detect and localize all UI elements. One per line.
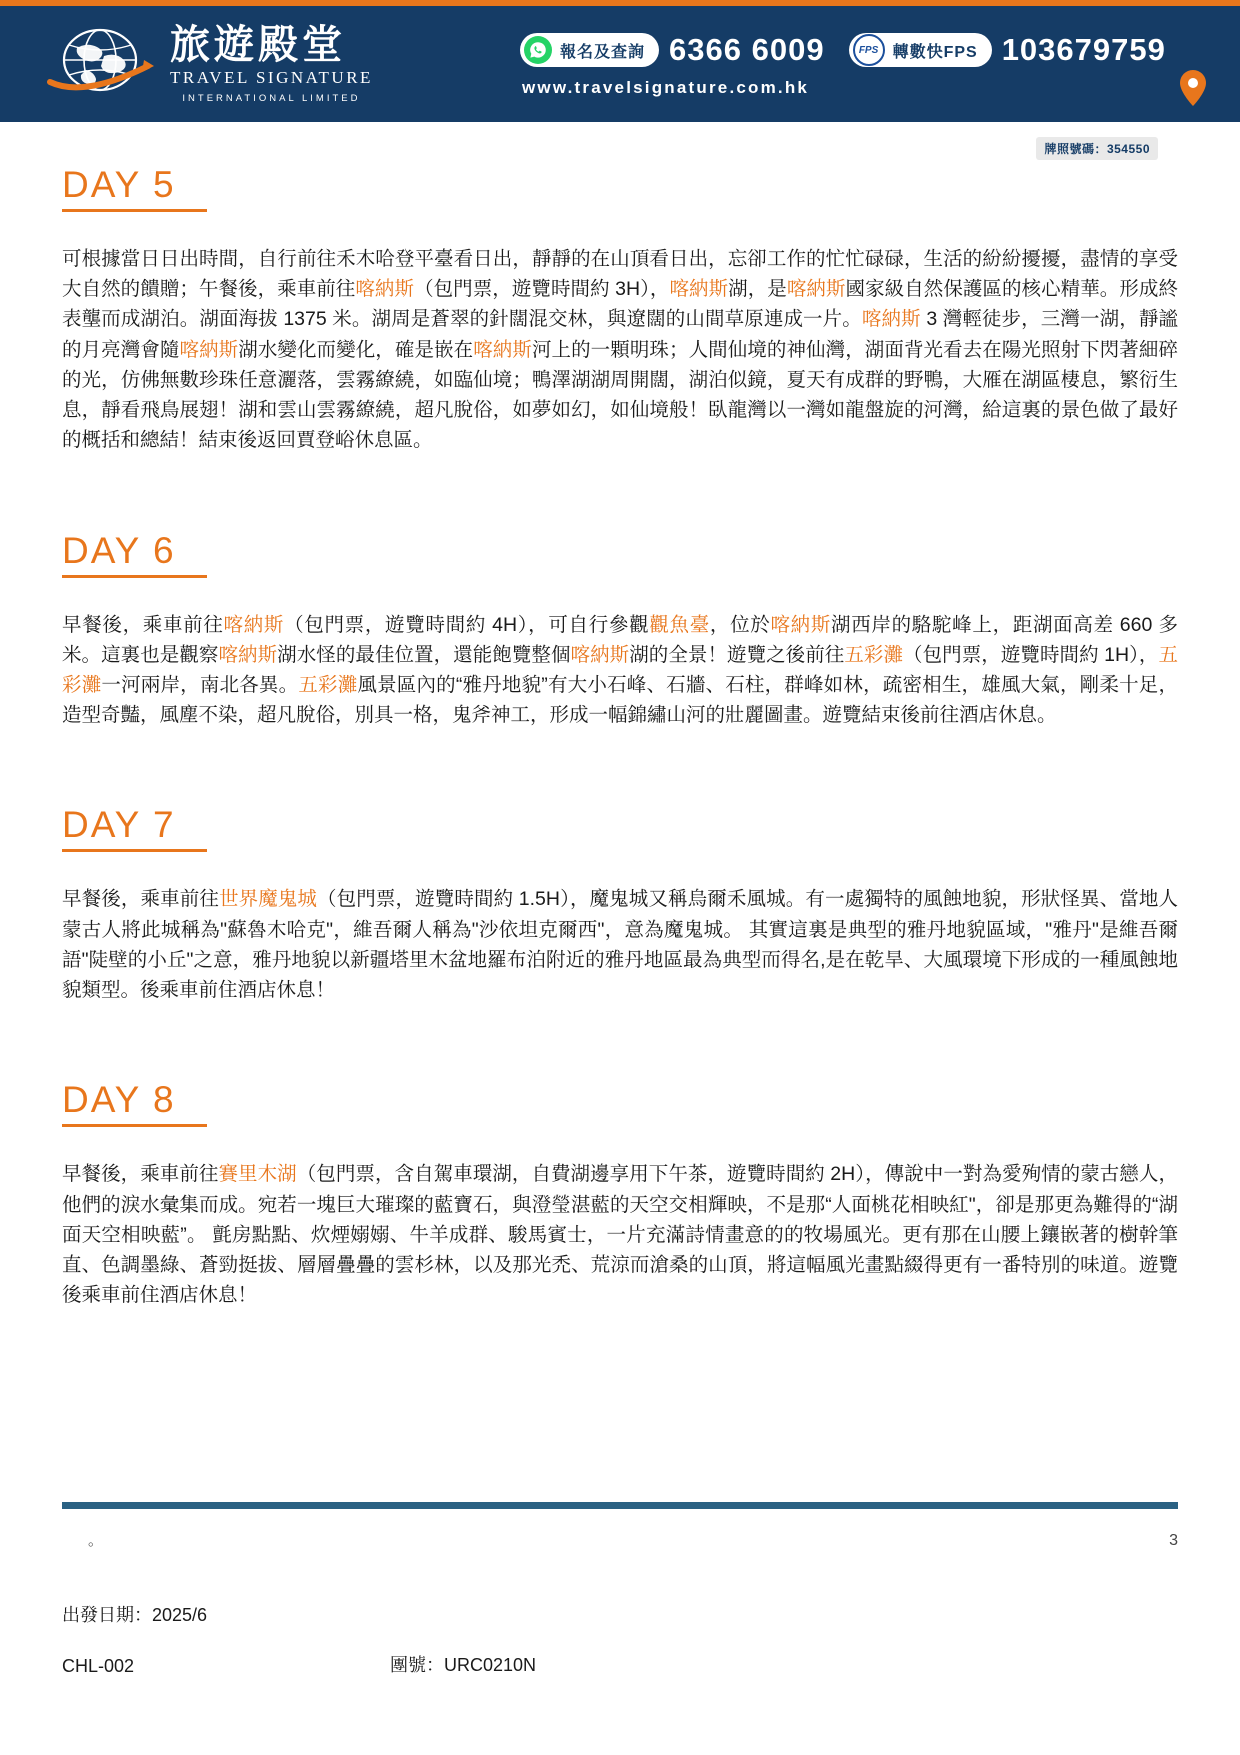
whatsapp-icon	[524, 36, 552, 64]
document-code: CHL-002	[62, 1656, 135, 1676]
day-block-5	[62, 164, 1178, 456]
day-paragraph-6: 早餐後，乘車前往喀納斯（包門票，遊覽時間約 4H），可自行參觀觀魚臺，位於喀納斯湖西岸的駱駝峰上，距湖面高差 660 多米。這裏也是觀察喀納斯湖水怪的最佳位置，還能飽覽整個喀納斯湖的全景！遊覽之後前往五彩灘（包門票，遊覽時間約 1H），五彩灘一河兩岸，南北各異。五彩灘風景區內的“雅丹地貌”有大小石峰、石牆、石柱，群峰如林，疏密相生，雄風大氣，剛柔十足，造型奇豔，風塵不染，超凡脫俗，別具一格，鬼斧神工，形成一幅錦繡山河的壯麗圖畫。遊覽結束後前往酒店休息。	[62, 613, 1178, 727]
day-title-underline	[62, 209, 207, 212]
header-contact-area	[520, 32, 1240, 156]
highlight-term: 五彩灘	[62, 643, 1178, 696]
highlight-term: 喀納斯	[570, 643, 630, 666]
brand-subtitle-en: INTERNATIONAL LIMITED	[182, 93, 361, 104]
licence-number: 牌照號碼：354550	[1036, 137, 1158, 160]
day-title-underline	[62, 1124, 207, 1127]
footer-dot: 。	[88, 1532, 104, 1549]
website-url[interactable]: www.travelsignature.com.hk	[522, 78, 810, 97]
fps-label: 轉數快FPS	[892, 43, 978, 61]
fps-pill[interactable]	[849, 33, 992, 67]
highlight-term: 喀納斯	[223, 613, 285, 636]
highlight-term: 喀納斯	[861, 308, 921, 331]
page-number: 3	[1169, 1532, 1178, 1549]
company-logo	[0, 24, 373, 104]
tour-number: 團號：URC0210N	[390, 1655, 537, 1675]
fps-number: 103679759	[1001, 32, 1166, 67]
highlight-term: 喀納斯	[355, 278, 415, 301]
highlight-term: 世界魔鬼城	[218, 888, 318, 911]
highlight-term: 喀納斯	[179, 338, 239, 361]
day-title-8: DAY 8	[62, 1079, 176, 1121]
footer-divider	[62, 1502, 1178, 1509]
day-paragraph-7: 早餐後，乘車前往世界魔鬼城（包門票，遊覽時間約 1.5H），魔鬼城又稱烏爾禾風城。有一處獨特的風蝕地貌，形狀怪異、當地人蒙古人將此城稱為"蘇魯木哈克"，維吾爾人稱為"沙依坦克爾西"，意為魔鬼城。 其實這裏是典型的雅丹地貌區域，"雅丹"是維吾爾語"陡壁的小丘"之意，雅丹地貌以新疆塔里木盆地羅布泊附近的雅丹地區最為典型而得名,是在乾旱、大風環境下形成的一種風蝕地貌類型。後乘車前住酒店休息！	[62, 888, 1178, 1002]
highlight-term: 喀納斯	[786, 278, 846, 301]
day-title-7: DAY 7	[62, 804, 176, 846]
day-title-6: DAY 6	[62, 529, 176, 571]
day-paragraph-5: 可根據當日日出時間，自行前往禾木哈登平臺看日出，靜靜的在山頂看日出，忘卻工作的忙忙碌碌，生活的紛紛擾擾，盡情的享受大自然的饋贈；午餐後，乘車前往喀納斯（包門票，遊覽時間約 3H），喀納斯湖，是喀納斯國家級自然保護區的核心精華。形成終表壟而成湖泊。湖面海拔 1375 米。湖周是蒼翠的針闊混交林，與遼闊的山間草原連成一片。喀納斯 3 灣輕徒步，三灣一湖，靜謐的月亮灣會隨喀納斯湖水變化而變化，確是嵌在喀納斯河上的一顆明珠；人間仙境的神仙灣，湖面背光看去在陽光照射下閃著細碎的光，仿佛無數珍珠任意灑落，雲霧繚繞，如臨仙境；鴨澤湖湖周開闊，湖泊似鏡，夏天有成群的野鴨，大雁在湖區棲息，繁衍生息，靜看飛鳥展翅！湖和雲山雲霧繚繞，超凡脫俗，如夢如幻，如仙境般！臥龍灣以一灣如龍盤旋的河灣，給這裏的景色做了最好的概括和總結！結束後返回賈登峪休息區。	[62, 248, 1178, 452]
globe-icon	[44, 26, 156, 102]
location-pin-icon	[1176, 68, 1210, 116]
whatsapp-label: 報名及查詢	[560, 43, 646, 61]
document-body	[0, 164, 1240, 1310]
highlight-term: 五彩灘	[844, 643, 904, 666]
highlight-term: 五彩灘	[298, 673, 358, 696]
highlight-term: 賽里木湖	[218, 1163, 297, 1186]
brand-name-en: TRAVEL SIGNATURE	[170, 68, 373, 87]
highlight-term: 觀魚臺	[649, 613, 710, 636]
highlight-term: 喀納斯	[669, 278, 729, 301]
highlight-term: 喀納斯	[770, 613, 832, 636]
day-block-6	[62, 530, 1178, 731]
day-title-underline	[62, 575, 207, 578]
highlight-term: 喀納斯	[473, 338, 532, 361]
phone-number: 6366 6009	[669, 32, 825, 67]
page-header	[0, 6, 1240, 156]
highlight-term: 喀納斯	[218, 643, 278, 666]
day-block-7	[62, 804, 1178, 1005]
fps-icon: FPS	[853, 34, 885, 66]
whatsapp-pill[interactable]	[520, 33, 659, 67]
departure-date: 出發日期：2025/6	[62, 1605, 208, 1625]
day-block-8	[62, 1079, 1178, 1310]
day-paragraph-8: 早餐後，乘車前往賽里木湖（包門票，含自駕車環湖，自費湖邊享用下午茶，遊覽時間約 2H），傳說中一對為愛殉情的蒙古戀人，他們的淚水彙集而成。宛若一塊巨大璀璨的藍寶石，與澄瑩湛藍的天空交相輝映，不是那“人面桃花相映紅"，卻是那更為難得的“湖面天空相映藍”。 氈房點點、炊煙嫋嫋、牛羊成群、駿馬賓士，一片充滿詩情畫意的的牧場風光。更有那在山腰上鑲嵌著的樹幹筆直、色調墨綠、蒼勁挺拔、層層疊疊的雲杉林，以及那光禿、荒涼而滄桑的山頂，將這幅風光畫點綴得更有一番特別的味道。遊覽後乘車前住酒店休息！	[62, 1163, 1178, 1307]
day-title-underline	[62, 849, 207, 852]
brand-name-cn: 旅遊殿堂	[170, 22, 346, 67]
day-title-5: DAY 5	[62, 164, 176, 205]
contact-row	[520, 32, 1240, 68]
